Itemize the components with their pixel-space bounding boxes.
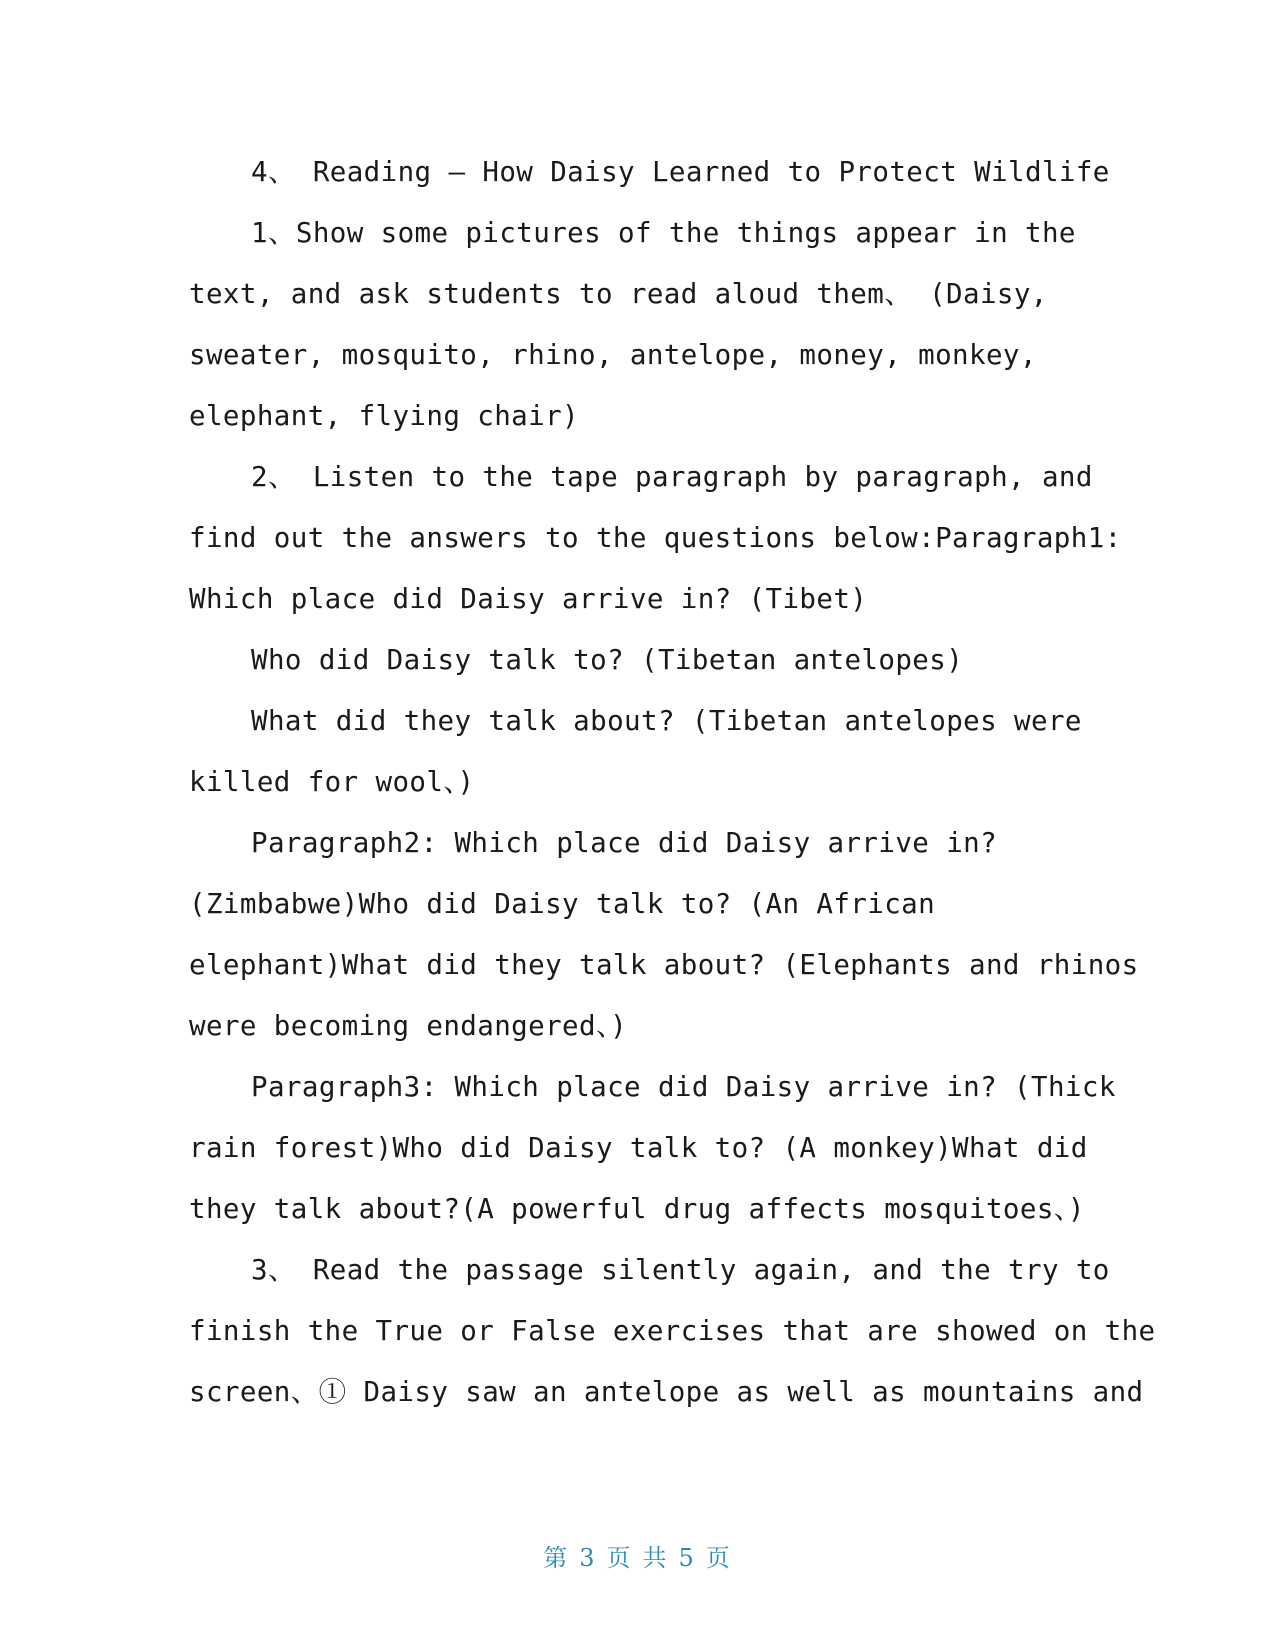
paragraph-line: 2、 Listen to the tape paragraph by paragraph, and xyxy=(251,461,1093,493)
paragraph-line: they talk about?(A powerful drug affects mosquitoes、) xyxy=(189,1193,1085,1225)
footer-total-pages: 5 xyxy=(678,1544,696,1572)
paragraph-line: 1、Show some pictures of the things appear in the xyxy=(251,217,1076,249)
paragraph-line: finish the True or False exercises that are showed on the xyxy=(189,1315,1156,1347)
paragraph-line: elephant)What did they talk about? (Elephants and rhinos xyxy=(189,949,1139,981)
paragraph-line: text, and ask students to read aloud them、 (Daisy, xyxy=(189,278,1048,310)
paragraph-line: (Zimbabwe)Who did Daisy talk to? (An African xyxy=(189,888,936,920)
section-heading: 4、 Reading – How Daisy Learned to Protect Wildlife xyxy=(251,156,1110,188)
footer-suffix: 页 xyxy=(705,1544,732,1572)
paragraph-line: Paragraph2: Which place did Daisy arrive in? xyxy=(251,827,998,859)
paragraph-line: 3、 Read the passage silently again, and the try to xyxy=(251,1254,1110,1286)
page-footer xyxy=(0,1538,1275,1573)
paragraph-line: Which place did Daisy arrive in? (Tibet) xyxy=(189,583,868,615)
footer-prefix: 第 xyxy=(543,1544,570,1572)
paragraph-line: screen、① Daisy saw an antelope as well as mountains and xyxy=(189,1376,1144,1408)
document-body xyxy=(189,142,1156,1423)
paragraph-line: elephant, flying chair) xyxy=(189,400,579,432)
paragraph-line: What did they talk about? (Tibetan antelopes were xyxy=(251,705,1082,737)
paragraph-line: killed for wool、) xyxy=(189,766,475,798)
paragraph-line: Who did Daisy talk to? (Tibetan antelopes) xyxy=(251,644,964,676)
footer-page-word: 页 xyxy=(606,1544,633,1572)
paragraph-line: were becoming endangered、) xyxy=(189,1010,628,1042)
paragraph-line: sweater, mosquito, rhino, antelope, money, monkey, xyxy=(189,339,1037,371)
paragraph-line: Paragraph3: Which place did Daisy arrive in? (Thick xyxy=(251,1071,1116,1103)
paragraph-line: find out the answers to the questions below:Paragraph1: xyxy=(189,522,1122,554)
footer-current-page: 3 xyxy=(579,1544,597,1572)
paragraph-line: rain forest)Who did Daisy talk to? (A monkey)What did xyxy=(189,1132,1088,1164)
footer-total-prefix: 共 xyxy=(642,1544,669,1572)
